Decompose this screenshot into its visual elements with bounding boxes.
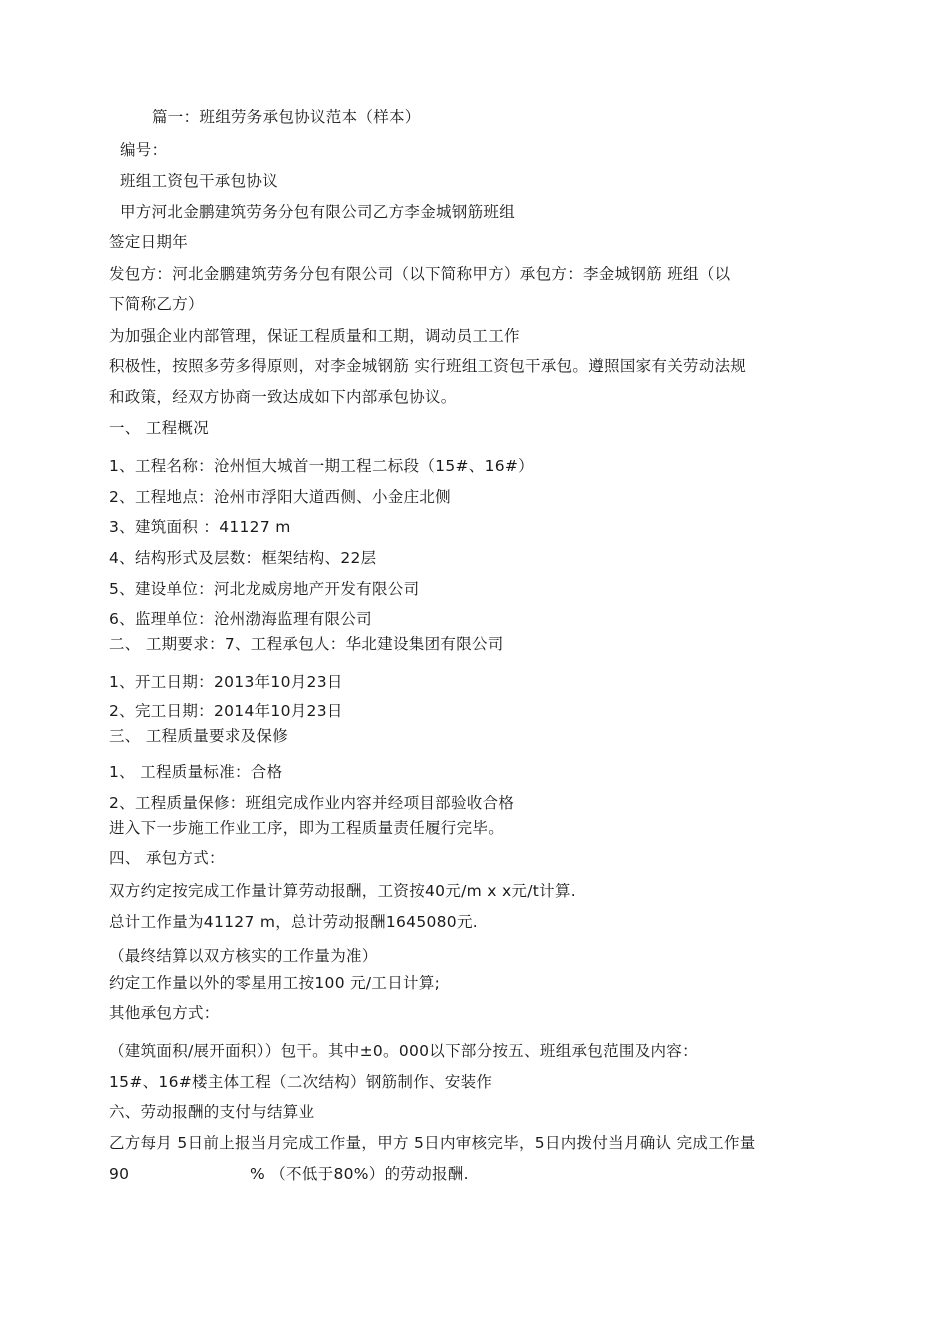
section-1-item: 4、结构形式及层数：框架结构、22层 — [109, 549, 377, 567]
section-6-heading: 六、劳动报酬的支付与结算业 — [109, 1103, 315, 1121]
section-1-item: 1、工程名称：沧州恒大城首一期工程二标段（15#、16#） — [109, 457, 534, 475]
section-4-line: 双方约定按完成工作量计算劳动报酬，工资按40元/m x x元/t计算. — [109, 882, 576, 900]
section-2-heading: 二、 工期要求：7、工程承包人：华北建设集团有限公司 — [109, 635, 504, 653]
section-4-line: （建筑面积/展开面积））包干。其中±0。000以下部分按五、班组承包范围及内容： — [109, 1042, 698, 1060]
number-label: 编号： — [120, 141, 168, 159]
contractor-line-1: 发包方：河北金鹏建筑劳务分包有限公司（以下简称甲方）承包方：李金城钢筋 班组（以 — [109, 265, 731, 283]
intro-paragraph-line-3: 和政策，经双方协商一致达成如下内部承包协议。 — [109, 388, 457, 406]
section-3-item: 1、 工程质量标准：合格 — [109, 763, 283, 781]
section-2-item: 1、开工日期：2013年10月23日 — [109, 673, 343, 691]
section-4-line: 约定工作量以外的零星用工按100 元/工日计算; — [109, 974, 441, 992]
section-1-heading: 一、 工程概况 — [109, 419, 210, 437]
contractor-line-2: 下简称乙方） — [109, 295, 204, 313]
section-3-item: 2、工程质量保修：班组完成作业内容并经项目部验收合格 — [109, 794, 515, 812]
section-6-line-2-text: % （不低于80%）的劳动报酬. — [250, 1165, 469, 1183]
section-4-line: 15#、16#楼主体工程（二次结构）钢筋制作、安装作 — [109, 1073, 493, 1091]
section-2-item: 2、完工日期：2014年10月23日 — [109, 702, 343, 720]
section-6-line-2-number: 90 — [109, 1165, 130, 1183]
section-4-line: 总计工作量为41127 m，总计劳动报酬1645080元. — [109, 913, 478, 931]
section-6-line-1: 乙方每月 5日前上报当月完成工作量，甲方 5日内审核完毕，5日内拨付当月确认 完成工作量 — [109, 1134, 756, 1152]
section-3-item: 进入下一步施工作业工序，即为工程质量责任履行完毕。 — [109, 819, 505, 837]
section-4-line: 其他承包方式： — [109, 1004, 220, 1022]
intro-paragraph-line-2: 积极性，按照多劳多得原则，对李金城钢筋 实行班组工资包干承包。遵照国家有关劳动法规 — [109, 357, 747, 375]
parties-line: 甲方河北金鹏建筑劳务分包有限公司乙方李金城钢筋班组 — [120, 203, 516, 221]
section-1-item: 6、监理单位：沧州渤海监理有限公司 — [109, 610, 372, 628]
section-3-heading: 三、 工程质量要求及保修 — [109, 727, 289, 745]
section-1-item: 2、工程地点：沧州市浮阳大道西侧、小金庄北侧 — [109, 488, 451, 506]
document-title: 篇一：班组劳务承包协议范本（样本） — [152, 108, 421, 126]
intro-paragraph-line-1: 为加强企业内部管理，保证工程质量和工期，调动员工工作 — [109, 327, 520, 345]
section-4-line: （最终结算以双方核实的工作量为准） — [109, 947, 378, 965]
section-4-heading: 四、 承包方式： — [109, 849, 225, 867]
signing-date-line: 签定日期年 — [109, 233, 189, 251]
section-1-item: 5、建设单位：河北龙威房地产开发有限公司 — [109, 580, 420, 598]
section-1-item: 3、建筑面积 ：41127 m — [109, 518, 291, 536]
document-subtitle: 班组工资包干承包协议 — [120, 172, 279, 190]
